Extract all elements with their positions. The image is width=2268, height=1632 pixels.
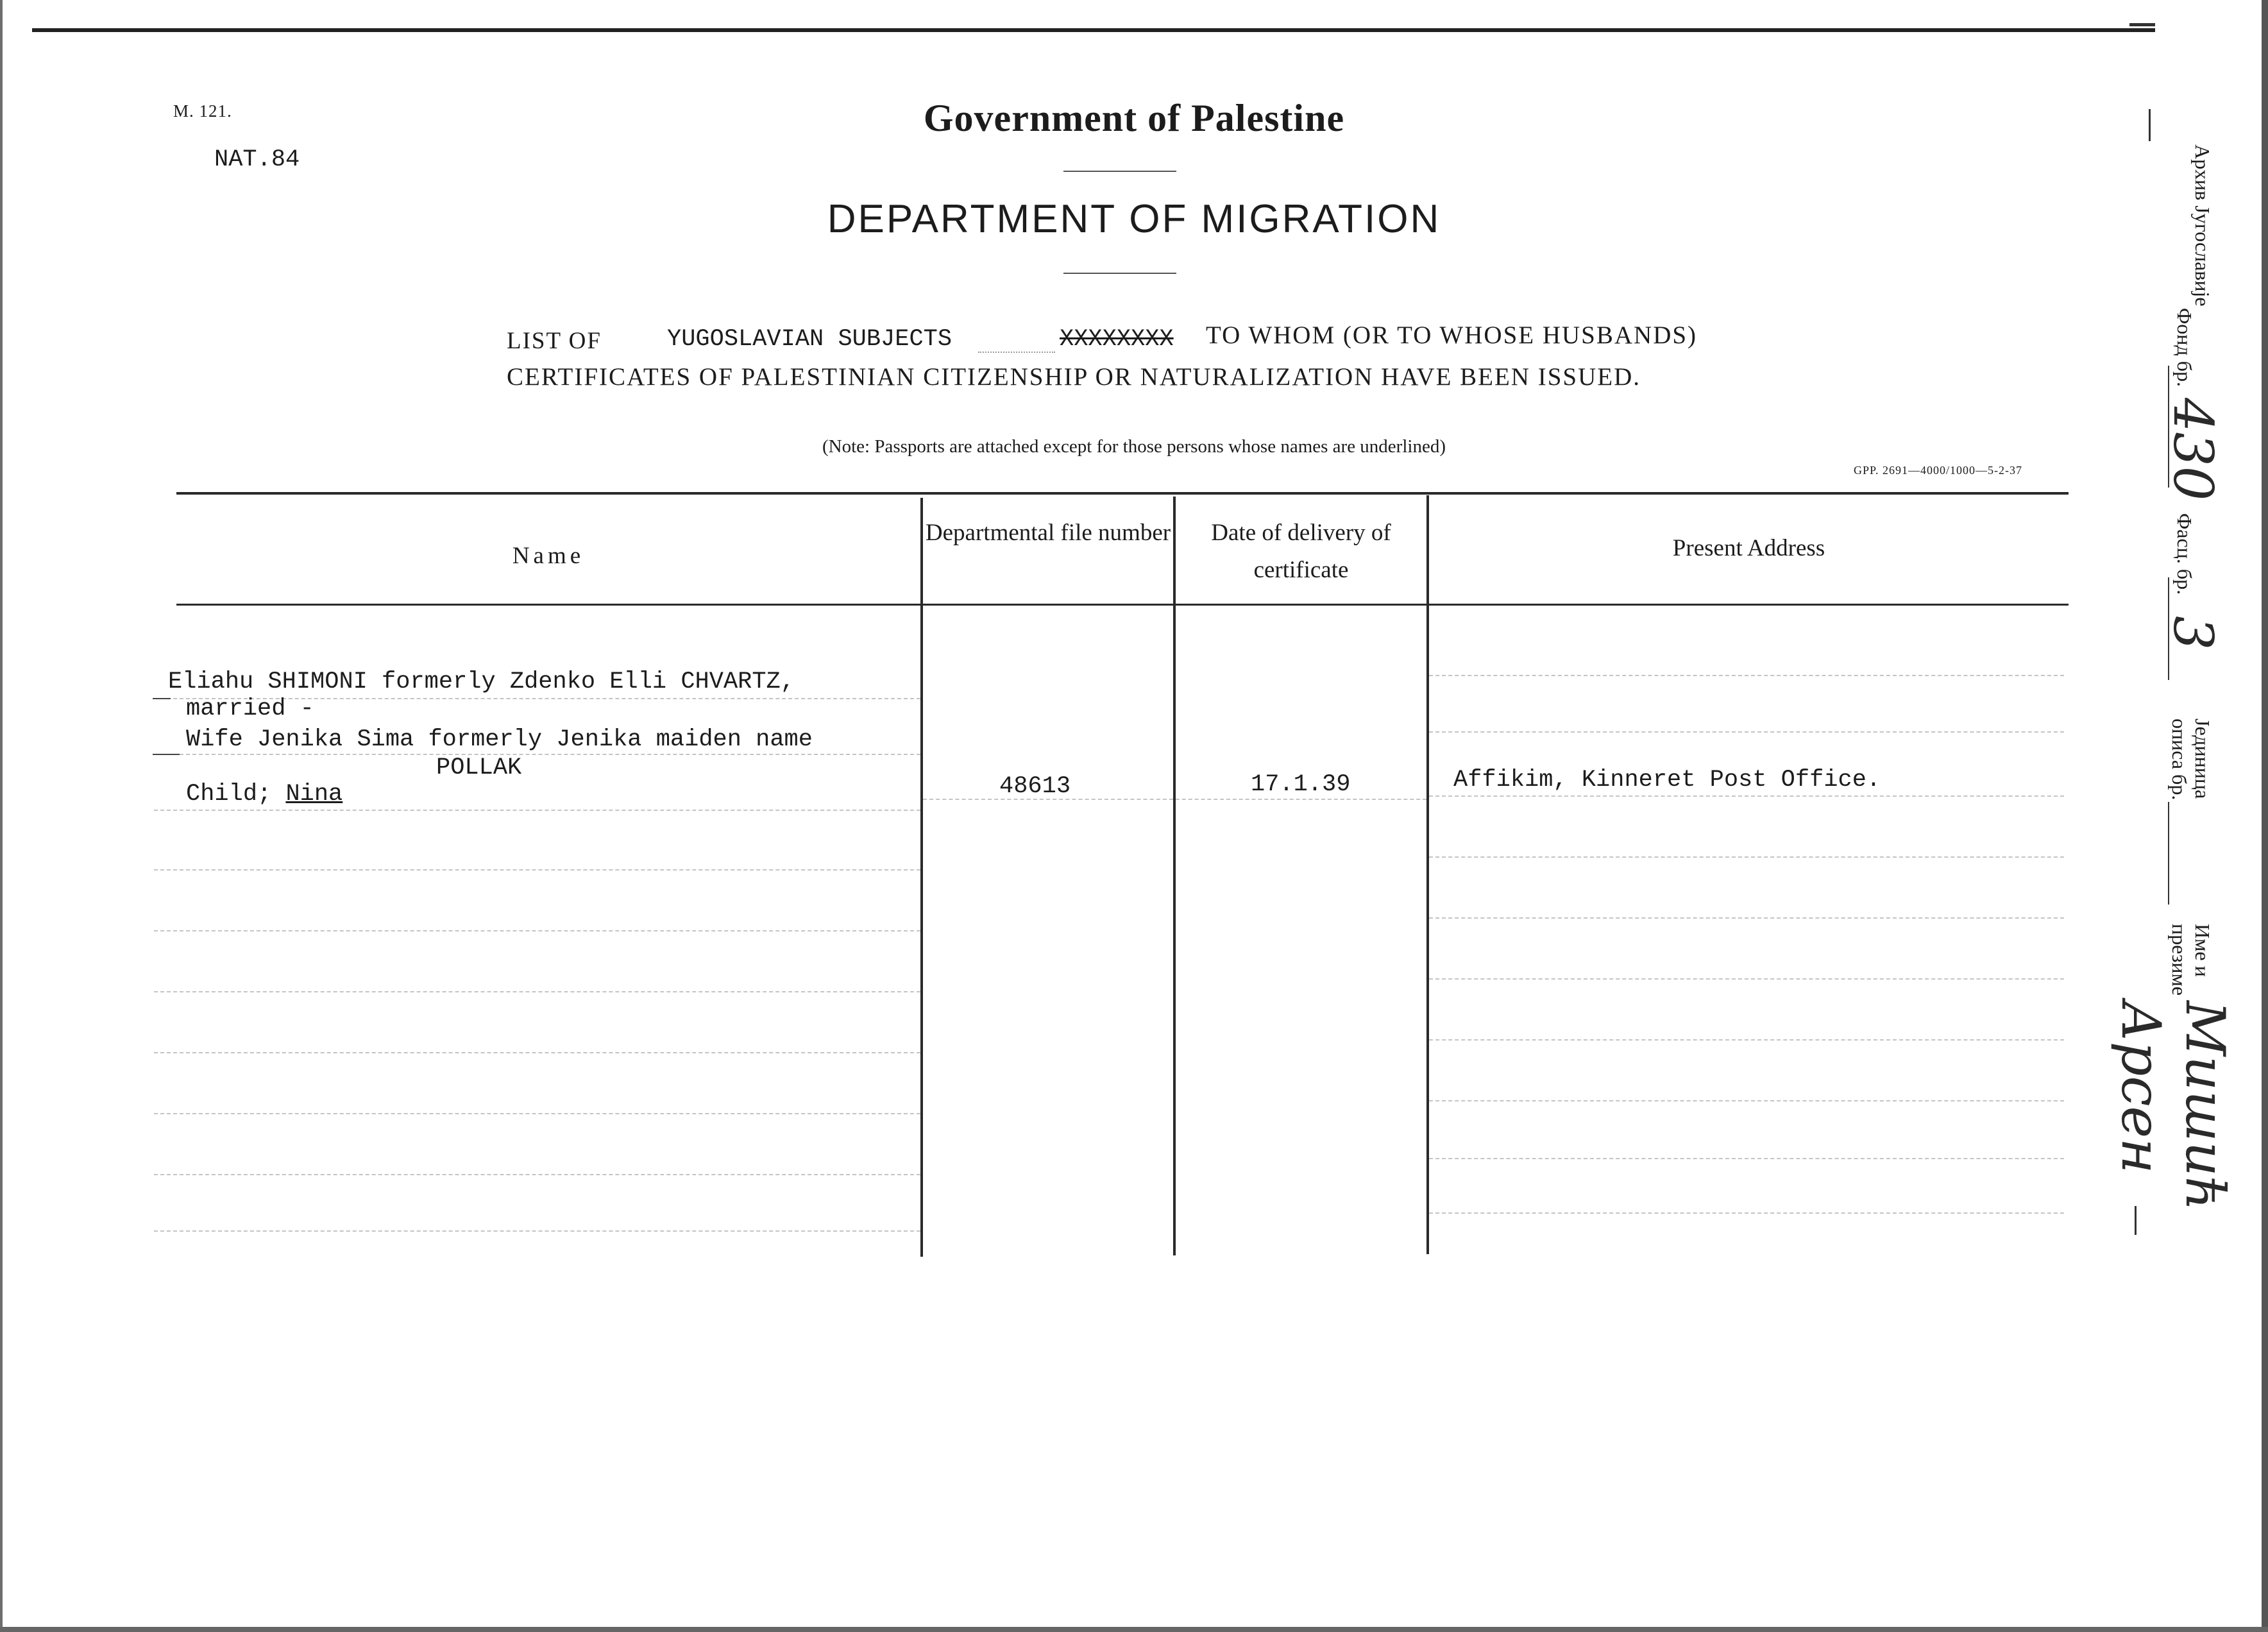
- register-ruling: [154, 1230, 920, 1232]
- archive-unit-label: [2168, 718, 2214, 800]
- register-ruling: [154, 930, 920, 931]
- struck-out-word: XXXXXXXX: [1060, 326, 1174, 353]
- register-ruling: [154, 1113, 920, 1114]
- entry-present-address: Affikim, Kinneret Post Office.: [1453, 767, 1881, 794]
- entry-dash-mark: [153, 698, 171, 699]
- register-ruling: [1429, 1158, 2064, 1159]
- name-label-line: Име и: [2191, 924, 2214, 977]
- archive-fascicle-label: Фасц. бр.: [2173, 513, 2196, 595]
- entry-name-line: POLLAK: [436, 754, 522, 781]
- register-ruling: [1429, 731, 2064, 733]
- child-name: Nina: [285, 781, 343, 808]
- register-ruling: [1429, 856, 2064, 858]
- title-divider: [1063, 171, 1176, 172]
- table-top-rule: [176, 492, 2069, 495]
- name-label-line: презиме: [2168, 924, 2191, 996]
- register-ruling: [154, 754, 920, 755]
- register-ruling: [1429, 1212, 2064, 1214]
- list-title-line-2: CERTIFICATES OF PALESTINIAN CITIZENSHIP OR NATURALIZATION HAVE BEEN ISSUED.: [507, 363, 1641, 391]
- nat-reference: NAT.84: [214, 146, 300, 173]
- archive-stamp-title: Архив Југославије: [2191, 144, 2214, 307]
- column-header-file-number: Departmental file number: [925, 520, 1171, 546]
- handwritten-name-line: Мишић: [2174, 1001, 2237, 1211]
- list-title-prefix: LIST OF: [507, 328, 602, 354]
- stamp-field-line: [2168, 802, 2169, 905]
- entry-dash-mark: [153, 754, 180, 755]
- print-code: GPP. 2691—4000/1000—5-2-37: [1854, 464, 2023, 477]
- page-top-rule: [32, 28, 2155, 32]
- column-header-address: Present Address: [1672, 535, 1825, 561]
- unit-label-line: описа бр.: [2168, 718, 2191, 801]
- unit-label-line: Јединица: [2191, 718, 2214, 799]
- column-header-name: Name: [512, 543, 585, 569]
- form-code: M. 121.: [173, 101, 232, 121]
- entry-name-line: Wife Jenika Sima formerly Jenika maiden name: [186, 726, 813, 753]
- column-divider: [1173, 497, 1176, 1255]
- column-divider: [920, 498, 923, 1257]
- title-divider: [1063, 273, 1176, 274]
- dotted-fill-line: [978, 352, 1055, 353]
- register-ruling: [154, 991, 920, 992]
- entry-delivery-date: 17.1.39: [1251, 771, 1351, 798]
- scan-edge-left: [0, 0, 3, 1632]
- handwritten-name-line: Арсен: [2110, 1001, 2172, 1174]
- register-ruling: [1176, 799, 1426, 800]
- archive-name-value: [2109, 1001, 2237, 1211]
- entry-name-line: married -: [186, 695, 314, 722]
- register-ruling: [1429, 795, 2064, 797]
- entry-file-number: 48613: [999, 773, 1071, 800]
- department-title: DEPARTMENT OF MIGRATION: [827, 197, 1441, 241]
- page-top-rule-corner: [2129, 23, 2155, 26]
- register-ruling: [154, 810, 920, 811]
- register-ruling: [1429, 1100, 2064, 1101]
- register-ruling: [154, 1052, 920, 1053]
- register-ruling: [1429, 978, 2064, 980]
- register-ruling: [154, 1174, 920, 1175]
- archive-fond-label: Фонд бр.: [2173, 308, 2196, 387]
- list-title-suffix: TO WHOM (OR TO WHOSE HUSBANDS): [1206, 321, 1698, 349]
- table-header-rule: [176, 604, 2069, 606]
- entry-name-line: Eliahu SHIMONI formerly Zdenko Elli CHVARTZ,: [168, 668, 795, 695]
- archive-fond-value: 430: [2162, 398, 2224, 501]
- government-title: Government of Palestine: [923, 97, 1345, 139]
- register-ruling: [1429, 675, 2064, 676]
- passport-note: (Note: Passports are attached except for those persons whose names are underlined): [822, 436, 1446, 457]
- scan-edge-right: [2262, 0, 2268, 1632]
- column-header-delivery-date: Date of delivery of certificate: [1211, 520, 1391, 583]
- entry-child-line: [186, 781, 343, 808]
- archive-name-label: [2168, 924, 2214, 996]
- stamp-rule: [2149, 109, 2151, 141]
- column-divider: [1426, 495, 1429, 1254]
- register-ruling: [1429, 1039, 2064, 1041]
- child-label: Child;: [186, 781, 286, 808]
- scan-edge-bottom: [0, 1627, 2268, 1632]
- register-ruling: [1429, 917, 2064, 919]
- archive-fascicle-value: 3: [2162, 616, 2224, 650]
- register-ruling: [154, 869, 920, 871]
- list-nationality: YUGOSLAVIAN SUBJECTS: [667, 326, 952, 353]
